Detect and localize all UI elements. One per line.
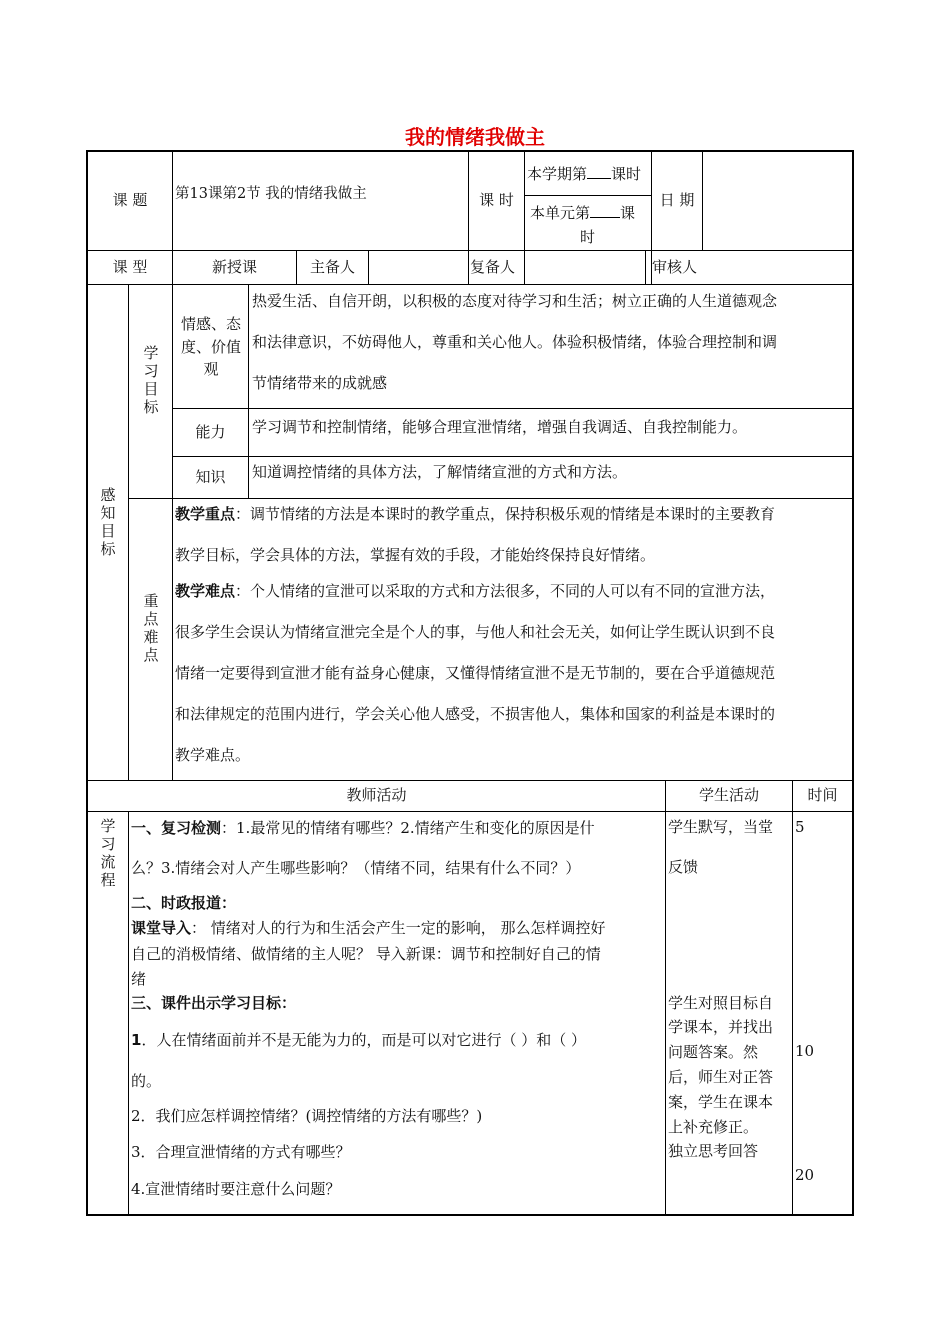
student-activity-line: 上补充修正。 <box>668 1118 759 1136</box>
col-rule <box>665 780 666 1215</box>
table-border-bottom <box>86 1214 854 1216</box>
student-activity-line: 学生默写，当堂 <box>668 818 774 836</box>
intro-line <box>131 919 606 937</box>
col-rule <box>128 811 129 1215</box>
question-1 <box>131 1031 586 1049</box>
student-activity-line: 学生对照目标自 <box>668 994 774 1012</box>
difficult-point-line: 很多学生会误认为情绪宣泄完全是个人的事，与他人和社会无关，如何让学生既认识到不良 <box>175 623 776 641</box>
intro-line: 自己的消极情绪、做情绪的主人呢？ 导入新课：调节和控制好自己的情 <box>131 945 601 963</box>
key-point-text: ：调节情绪的方法是本课时的教学重点，保持积极乐观的情绪是本课时的主要教育 <box>235 505 776 523</box>
question-1-number: 1 <box>131 1031 142 1049</box>
question-4: 4.宣泄情绪时要注意什么问题？ <box>131 1180 341 1198</box>
type-value: 新授课 <box>211 257 257 276</box>
question-1-line: 的。 <box>131 1072 162 1090</box>
intro-text: ： 情绪对人的行为和生活会产生一定的影响， 那么怎样调控好 <box>191 919 606 937</box>
learning-process-label: 学习流程 <box>100 817 116 889</box>
row-rule <box>86 284 854 285</box>
student-activity-line: 问题答案。然 <box>668 1043 759 1061</box>
semester-period <box>527 164 641 183</box>
row-rule <box>128 498 854 499</box>
row-rule <box>172 408 854 409</box>
attitude-label: 情感、态度、价值观 <box>180 315 241 379</box>
key-points-label: 重点难点 <box>143 592 159 664</box>
difficult-point-line <box>175 582 775 600</box>
difficult-point-line: 和法律规定的范围内进行，学会关心他人感受，不损害他人，集体和国家的利益是本课时的 <box>175 705 776 723</box>
unit-prefix: 本单元第 <box>530 204 591 222</box>
difficult-point-line: 教学难点。 <box>175 746 251 764</box>
student-activity-header: 学生活动 <box>698 786 759 805</box>
topic-value: 第13课第2节 我的情绪我做主 <box>175 186 367 202</box>
student-activity-line: 后，师生对正答 <box>668 1068 774 1086</box>
semester-prefix: 本学期第 <box>527 165 588 183</box>
unit-suffix: 课 <box>620 204 636 222</box>
col-rule <box>792 780 793 1215</box>
review-line <box>131 819 595 837</box>
ability-line: 学习调节和控制情绪，能够合理宣泄情绪，增强自我调适、自我控制能力。 <box>252 418 748 436</box>
col-rule <box>172 284 173 780</box>
lead-label: 主备人 <box>309 257 355 276</box>
teacher-activity-header: 教师活动 <box>346 786 407 805</box>
perception-goals-label: 感知目标 <box>100 486 116 558</box>
student-activity-line: 案，学生在课本 <box>668 1093 774 1111</box>
semester-suffix: 课时 <box>611 165 642 183</box>
key-point-line: 教学目标，学会具体的方法，掌握有效的手段，才能始终保持良好情绪。 <box>175 546 656 564</box>
semester-blank <box>587 164 611 179</box>
intro-line: 绪 <box>131 970 147 988</box>
row-rule <box>86 811 854 812</box>
difficult-point-line: 情绪一定要得到宣泄才能有益身心健康，又懂得情绪宣泄不是无节制的，要在合乎道德规范 <box>175 664 776 682</box>
knowledge-label: 知识 <box>195 467 226 486</box>
knowledge-line: 知道调控情绪的具体方法，了解情绪宣泄的方式和方法。 <box>252 463 628 481</box>
time-value: 5 <box>795 818 805 836</box>
row-rule <box>172 456 854 457</box>
topic-label: 课 题 <box>112 191 148 210</box>
col-rule <box>368 250 369 284</box>
time-value: 10 <box>795 1042 815 1060</box>
time-value: 20 <box>795 1166 815 1184</box>
question-3: 3．合理宣泄情绪的方式有哪些？ <box>131 1143 351 1161</box>
student-activity-line: 反馈 <box>668 858 699 876</box>
table-border-left <box>86 150 88 1216</box>
question-1-text: ．人在情绪面前并不是无能为力的，而是可以对它进行（ ）和（ ） <box>141 1031 586 1049</box>
student-activity-line: 学课本，并找出 <box>668 1018 774 1036</box>
goals-title: 三、课件出示学习目标： <box>131 994 297 1012</box>
table-border-right <box>852 150 854 1216</box>
unit-blank <box>590 203 620 218</box>
period-label: 课 时 <box>479 191 514 210</box>
study-goals-label: 学习目标 <box>143 344 159 416</box>
date-label: 日 期 <box>659 191 695 210</box>
review-label: 复备人 <box>470 258 516 276</box>
key-point-line <box>175 505 775 523</box>
difficult-point-title: 教学难点 <box>175 582 236 600</box>
page-title: 我的情绪我做主 <box>405 125 545 149</box>
col-rule <box>524 150 525 284</box>
goals-line <box>131 994 296 1012</box>
audit-label: 审核人 <box>652 258 698 276</box>
review-text: ：1.最常见的情绪有哪些？2.情绪产生和变化的原因是什 <box>221 819 595 837</box>
attitude-line: 和法律意识，不妨碍他人，尊重和关心他人。体验积极情绪，体验合理控制和调 <box>252 333 778 351</box>
question-2: 2．我们应怎样调控情绪？(调控情绪的方法有哪些？) <box>131 1107 483 1125</box>
review-line: 么？3.情绪会对人产生哪些影响？（情绪不同，结果有什么不同？） <box>131 859 581 877</box>
key-point-title: 教学重点 <box>175 505 236 523</box>
intro-title: 课堂导入 <box>131 919 192 937</box>
attitude-line: 热爱生活、自信开朗，以积极的态度对待学习和生活；树立正确的人生道德观念 <box>252 292 778 310</box>
time-header: 时间 <box>807 786 838 805</box>
student-activity-line: 独立思考回答 <box>668 1142 759 1160</box>
row-rule <box>524 195 652 196</box>
attitude-line: 节情绪带来的成就感 <box>252 374 388 392</box>
col-rule <box>645 250 646 284</box>
unit-period-suffix: 时 <box>580 228 596 246</box>
news-line <box>131 894 236 912</box>
col-rule <box>128 284 129 780</box>
type-label: 课 型 <box>112 257 148 276</box>
col-rule <box>248 284 249 498</box>
unit-period <box>530 203 635 222</box>
news-title: 二、时政报道： <box>131 894 237 912</box>
difficult-point-text: ：个人情绪的宣泄可以采取的方式和方法很多，不同的人可以有不同的宣泄方法， <box>235 582 776 600</box>
review-title: 一、复习检测 <box>131 819 222 837</box>
col-rule <box>702 150 703 250</box>
ability-label: 能力 <box>195 422 226 441</box>
